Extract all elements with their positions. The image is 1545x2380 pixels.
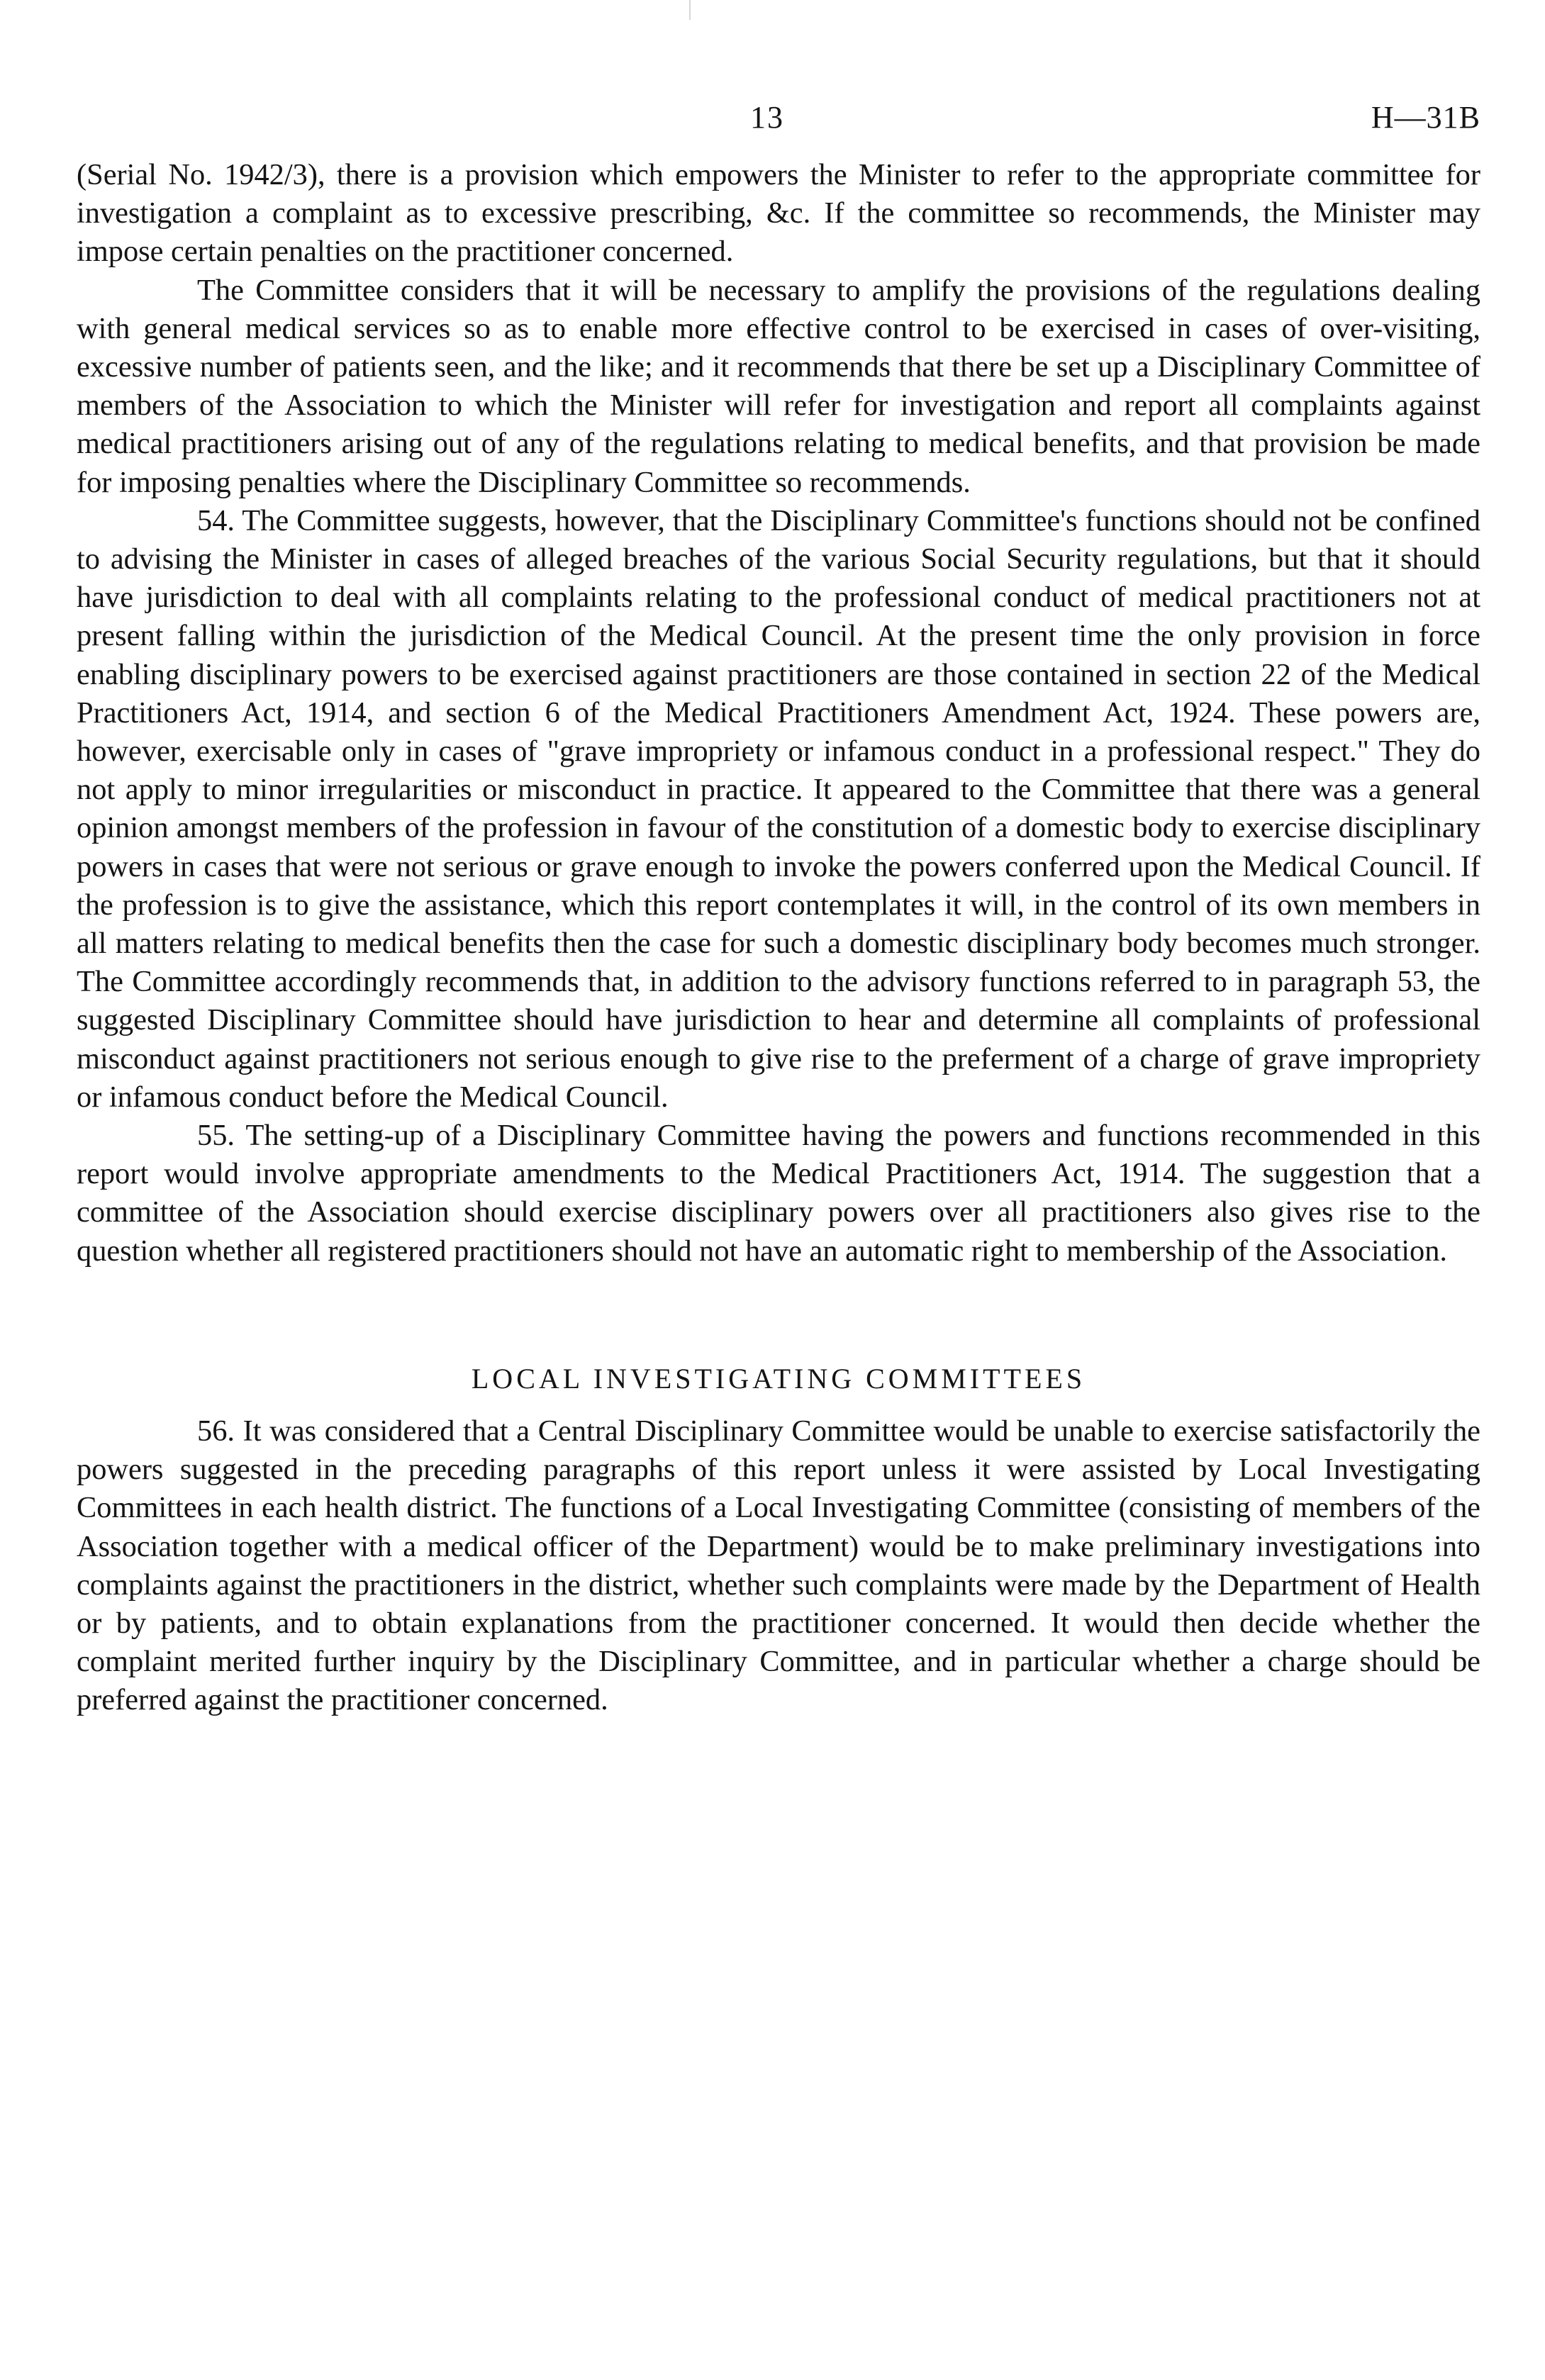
section-heading: LOCAL INVESTIGATING COMMITTEES xyxy=(471,1362,1086,1395)
paragraph-continuation: (Serial No. 1942/3), there is a provision which empowers the Minister to refer to the appropriate committee for investigation a complaint as to excessive prescribing, &c. If the committee so recommends, the Minister may impose certain penalties on the practitioner concerned. xyxy=(77,158,1480,269)
paragraph-committee-considers: The Committee considers that it will be necessary to amplify the provisions of the regulations dealing with general medical services so as to enable more effective control to be exercised in cases of over-visiting, excessive number of patients seen, and the like; and it recommends that there be set up a Disciplinary Committee of members of the Association to which the Minister will refer for investigation and report all complaints against medical practitioners arising out of any of the regulations relating to medical benefits, and that provision be made for imposing penalties where the Disciplinary Committee so recommends. xyxy=(77,273,1480,499)
paragraph-56: 56. It was considered that a Central Disciplinary Committee would be unable to exercise satisfactorily the powers suggested in the preceding paragraphs of this report unless it were assisted by Local Investigating Committees in each health district. The functions of a Local Investigating Committee (consisting of members of the Association together with a medical officer of the Department) would be to make preliminary investigations into complaints against the practitioners in the district, whether such complaints were made by the Department of Health or by patients, and to obtain explanations from the practitioner concerned. It would then decide whether the complaint merited further inquiry by the Disciplinary Committee, and in particular whether a charge should be preferred against the practitioner concerned. xyxy=(77,1414,1480,1717)
page-number: 13 xyxy=(750,100,784,135)
paragraph-55: 55. The setting-up of a Disciplinary Committee having the powers and functions recommended in this report would involve appropriate amendments to the Medical Practitioners Act, 1914. The suggestion that a committee of the Association should exercise disciplinary powers over all practitioners also gives rise to the question whether all registered practitioners should not have an automatic right to membership of the Association. xyxy=(77,1119,1480,1268)
document-page xyxy=(77,99,1480,1720)
document-reference: H—31B xyxy=(1371,100,1480,135)
page-header xyxy=(77,99,1480,156)
scan-mark xyxy=(689,0,691,20)
paragraph-54: 54. The Committee suggests, however, that the Disciplinary Committee's functions should not be confined to advising the Minister in cases of alleged breaches of the various Social Security regulations, but that it should have jurisdiction to deal with all complaints relating to the professional conduct of medical practitioners not at present falling within the jurisdiction of the Medical Council. At the present time the only provision in force enabling disciplinary powers to be exercised against practitioners are those contained in section 22 of the Medical Practitioners Act, 1914, and section 6 of the Medical Practitioners Amendment Act, 1924. These powers are, however, exercisable only in cases of "grave impropriety or infamous conduct in a professional respect." They do not apply to minor irregularities or misconduct in practice. It appeared to the Committee that there was a general opinion amongst members of the profession in favour of the constitution of a domestic body to exercise disciplinary powers in cases that were not serious or grave enough to invoke the powers conferred upon the Medical Council. If the profession is to give the assistance, which this report contemplates it will, in the control of its own members in all matters relating to medical benefits then the case for such a domestic disciplinary body becomes much stronger. The Committee accordingly recommends that, in addition to the advisory functions referred to in paragraph 53, the suggested Disciplinary Committee should have jurisdiction to hear and determine all complaints of professional misconduct against practitioners not serious enough to give rise to the preferment of a charge of grave impropriety or infamous conduct before the Medical Council. xyxy=(77,503,1480,1114)
